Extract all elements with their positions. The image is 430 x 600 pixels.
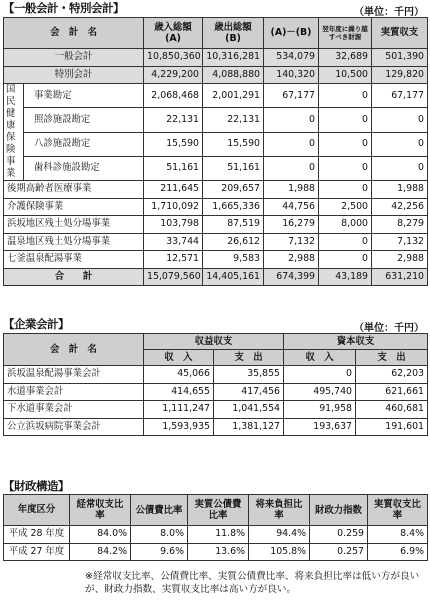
row-name: 下水道事業会計 — [4, 401, 144, 419]
cell-profit-out: 1,041,554 — [214, 401, 284, 419]
cell-revenue: 12,571 — [144, 251, 203, 269]
cell-carryover: 0 — [319, 108, 372, 132]
cell-diff: 140,320 — [264, 66, 319, 84]
cell-expenditure: 2,001,291 — [203, 84, 264, 108]
header-expenditure: 歳出総額 (B) — [203, 18, 264, 49]
cell-carryover: 10,500 — [319, 66, 372, 84]
cell-diff: 0 — [264, 108, 319, 132]
cell-year: 平成 27 年度 — [4, 543, 70, 561]
table-row — [4, 366, 428, 384]
unit-label-enterprise: （単位：千円） — [354, 323, 424, 334]
row-name: 七釜温泉配湯事業 — [4, 251, 144, 269]
cell-value: 8.0% — [131, 526, 188, 544]
header-profit-in: 収 入 — [144, 350, 214, 366]
cell-value: 6.9% — [368, 543, 428, 561]
table-row — [4, 216, 428, 234]
cell-value: 13.6% — [188, 543, 249, 561]
fiscal-structure-table — [3, 494, 428, 561]
row-name: 照診施設勘定 — [24, 108, 144, 132]
table-row — [4, 418, 428, 436]
header-real-balance: 実質収支 — [372, 18, 428, 49]
cell-diff: 67,177 — [264, 84, 319, 108]
cell-real-balance: 8,279 — [372, 216, 428, 234]
cell-expenditure: 14,405,161 — [203, 268, 264, 286]
table-row — [4, 251, 428, 269]
table-row — [4, 84, 428, 108]
section-title-general: 【一般会計・特別会計】 — [3, 1, 124, 15]
cell-revenue: 22,131 — [144, 108, 203, 132]
cell-real-balance: 0 — [372, 132, 428, 156]
cell-profit-out: 35,855 — [214, 366, 284, 384]
table-row — [4, 383, 428, 401]
cell-value: 84.0% — [70, 526, 131, 544]
cell-value: 84.2% — [70, 543, 131, 561]
header-account-name: 会 計 名 — [4, 334, 144, 366]
cell-expenditure: 15,590 — [203, 132, 264, 156]
cell-value: 94.4% — [249, 526, 310, 544]
cell-expenditure: 4,088,880 — [203, 66, 264, 84]
cell-value: 11.8% — [188, 526, 249, 544]
table-row — [4, 401, 428, 419]
cell-revenue: 4,229,200 — [144, 66, 203, 84]
cell-expenditure: 10,316,281 — [203, 49, 264, 67]
cell-diff: 44,756 — [264, 198, 319, 216]
cell-diff: 7,132 — [264, 233, 319, 251]
kokuho-label: 国民健康保険事業 — [4, 84, 24, 181]
cell-carryover: 0 — [319, 84, 372, 108]
header-fiscal-capacity-index: 財政力指数 — [310, 495, 368, 526]
cell-profit-in: 1,593,935 — [144, 418, 214, 436]
cell-carryover: 0 — [319, 251, 372, 269]
cell-carryover: 8,000 — [319, 216, 372, 234]
row-name: 事業勘定 — [24, 84, 144, 108]
cell-real-balance: 631,210 — [372, 268, 428, 286]
row-name: 公立浜坂病院事業会計 — [4, 418, 144, 436]
cell-profit-out: 1,381,127 — [214, 418, 284, 436]
cell-profit-in: 414,655 — [144, 383, 214, 401]
cell-expenditure: 209,657 — [203, 181, 264, 199]
header-ordinary-balance-ratio: 経常収支比率 — [70, 495, 131, 526]
table-row — [4, 181, 428, 199]
cell-carryover: 32,689 — [319, 49, 372, 67]
cell-expenditure: 26,612 — [203, 233, 264, 251]
cell-profit-out: 417,456 — [214, 383, 284, 401]
header-future-burden-ratio: 将来負担比率 — [249, 495, 310, 526]
cell-capital-in: 193,637 — [284, 418, 356, 436]
row-name: 八診施設勘定 — [24, 132, 144, 156]
cell-real-balance: 1,988 — [372, 181, 428, 199]
cell-real-balance: 7,132 — [372, 233, 428, 251]
cell-real-balance: 42,256 — [372, 198, 428, 216]
table-row — [4, 108, 428, 132]
cell-profit-in: 1,111,247 — [144, 401, 214, 419]
total-row — [4, 268, 428, 286]
header-profit-out: 支 出 — [214, 350, 284, 366]
cell-expenditure: 22,131 — [203, 108, 264, 132]
table-row — [4, 156, 428, 180]
cell-diff: 2,988 — [264, 251, 319, 269]
table-row — [4, 543, 428, 561]
footnote: ※経常収支比率、公債費比率、実質公債費比率、将来負担比率は低い方が良いが、財政力指数、実質収支比率は高い方が良い。 — [85, 571, 420, 595]
table-row — [4, 66, 428, 84]
table-row — [4, 49, 428, 67]
cell-diff: 674,399 — [264, 268, 319, 286]
table-row — [4, 132, 428, 156]
section-title-fiscal: 【財政構造】 — [3, 479, 69, 493]
cell-capital-in: 495,740 — [284, 383, 356, 401]
header-capital: 資本収支 — [284, 334, 428, 350]
cell-profit-in: 45,066 — [144, 366, 214, 384]
cell-revenue: 33,744 — [144, 233, 203, 251]
unit-label-general: （単位：千円） — [354, 7, 424, 18]
cell-expenditure: 1,665,336 — [203, 198, 264, 216]
cell-revenue: 2,068,468 — [144, 84, 203, 108]
cell-revenue: 15,079,560 — [144, 268, 203, 286]
cell-revenue: 211,645 — [144, 181, 203, 199]
cell-diff: 534,079 — [264, 49, 319, 67]
cell-real-balance: 0 — [372, 108, 428, 132]
header-capital-out: 支 出 — [356, 350, 428, 366]
cell-carryover: 0 — [319, 132, 372, 156]
cell-diff: 0 — [264, 132, 319, 156]
cell-carryover: 43,189 — [319, 268, 372, 286]
cell-value: 105.8% — [249, 543, 310, 561]
row-name: 浜坂地区残土処分場事業 — [4, 216, 144, 234]
cell-capital-out: 621,661 — [356, 383, 428, 401]
row-name: 後期高齢者医療事業 — [4, 181, 144, 199]
cell-carryover: 2,500 — [319, 198, 372, 216]
cell-capital-out: 62,203 — [356, 366, 428, 384]
total-label: 合 計 — [4, 268, 144, 286]
cell-carryover: 0 — [319, 233, 372, 251]
cell-revenue: 1,710,092 — [144, 198, 203, 216]
header-real-debt-service-ratio: 実質公債費比率 — [188, 495, 249, 526]
header-account-name: 会 計 名 — [4, 18, 144, 49]
cell-expenditure: 87,519 — [203, 216, 264, 234]
header-year: 年度区分 — [4, 495, 70, 526]
cell-value: 9.6% — [131, 543, 188, 561]
header-a-minus-b: (A)－(B) — [264, 18, 319, 49]
header-debt-service-ratio: 公債費比率 — [131, 495, 188, 526]
cell-real-balance: 129,820 — [372, 66, 428, 84]
cell-expenditure: 9,583 — [203, 251, 264, 269]
cell-real-balance: 2,988 — [372, 251, 428, 269]
cell-diff: 1,988 — [264, 181, 319, 199]
cell-diff: 16,279 — [264, 216, 319, 234]
cell-revenue: 103,798 — [144, 216, 203, 234]
table-row — [4, 198, 428, 216]
row-name: 特別会計 — [4, 66, 144, 84]
header-carryover: 翌年度に繰り越すべき財源 — [319, 18, 372, 49]
cell-value: 0.259 — [310, 526, 368, 544]
header-real-balance-ratio: 実質収支比率 — [368, 495, 428, 526]
cell-revenue: 15,590 — [144, 132, 203, 156]
row-name: 歯科診施設勘定 — [24, 156, 144, 180]
cell-capital-in: 91,958 — [284, 401, 356, 419]
cell-capital-out: 191,601 — [356, 418, 428, 436]
header-capital-in: 収 入 — [284, 350, 356, 366]
section-title-enterprise: 【企業会計】 — [3, 317, 69, 331]
table-row — [4, 526, 428, 544]
row-name: 一般会計 — [4, 49, 144, 67]
cell-value: 0.257 — [310, 543, 368, 561]
table-row — [4, 233, 428, 251]
cell-expenditure: 51,161 — [203, 156, 264, 180]
header-revenue: 歳入総額 (A) — [144, 18, 203, 49]
cell-carryover: 0 — [319, 156, 372, 180]
row-name: 温泉地区残土処分場事業 — [4, 233, 144, 251]
general-special-table — [3, 17, 428, 286]
cell-carryover: 0 — [319, 181, 372, 199]
enterprise-table — [3, 333, 428, 436]
cell-revenue: 10,850,360 — [144, 49, 203, 67]
row-name: 水道事業会計 — [4, 383, 144, 401]
cell-revenue: 51,161 — [144, 156, 203, 180]
cell-capital-in: 0 — [284, 366, 356, 384]
cell-real-balance: 501,390 — [372, 49, 428, 67]
cell-value: 8.4% — [368, 526, 428, 544]
row-name: 介護保険事業 — [4, 198, 144, 216]
cell-year: 平成 28 年度 — [4, 526, 70, 544]
header-profit: 収益収支 — [144, 334, 284, 350]
cell-real-balance: 67,177 — [372, 84, 428, 108]
cell-diff: 0 — [264, 156, 319, 180]
cell-real-balance: 0 — [372, 156, 428, 180]
cell-capital-out: 460,681 — [356, 401, 428, 419]
row-name: 浜坂温泉配湯事業会計 — [4, 366, 144, 384]
